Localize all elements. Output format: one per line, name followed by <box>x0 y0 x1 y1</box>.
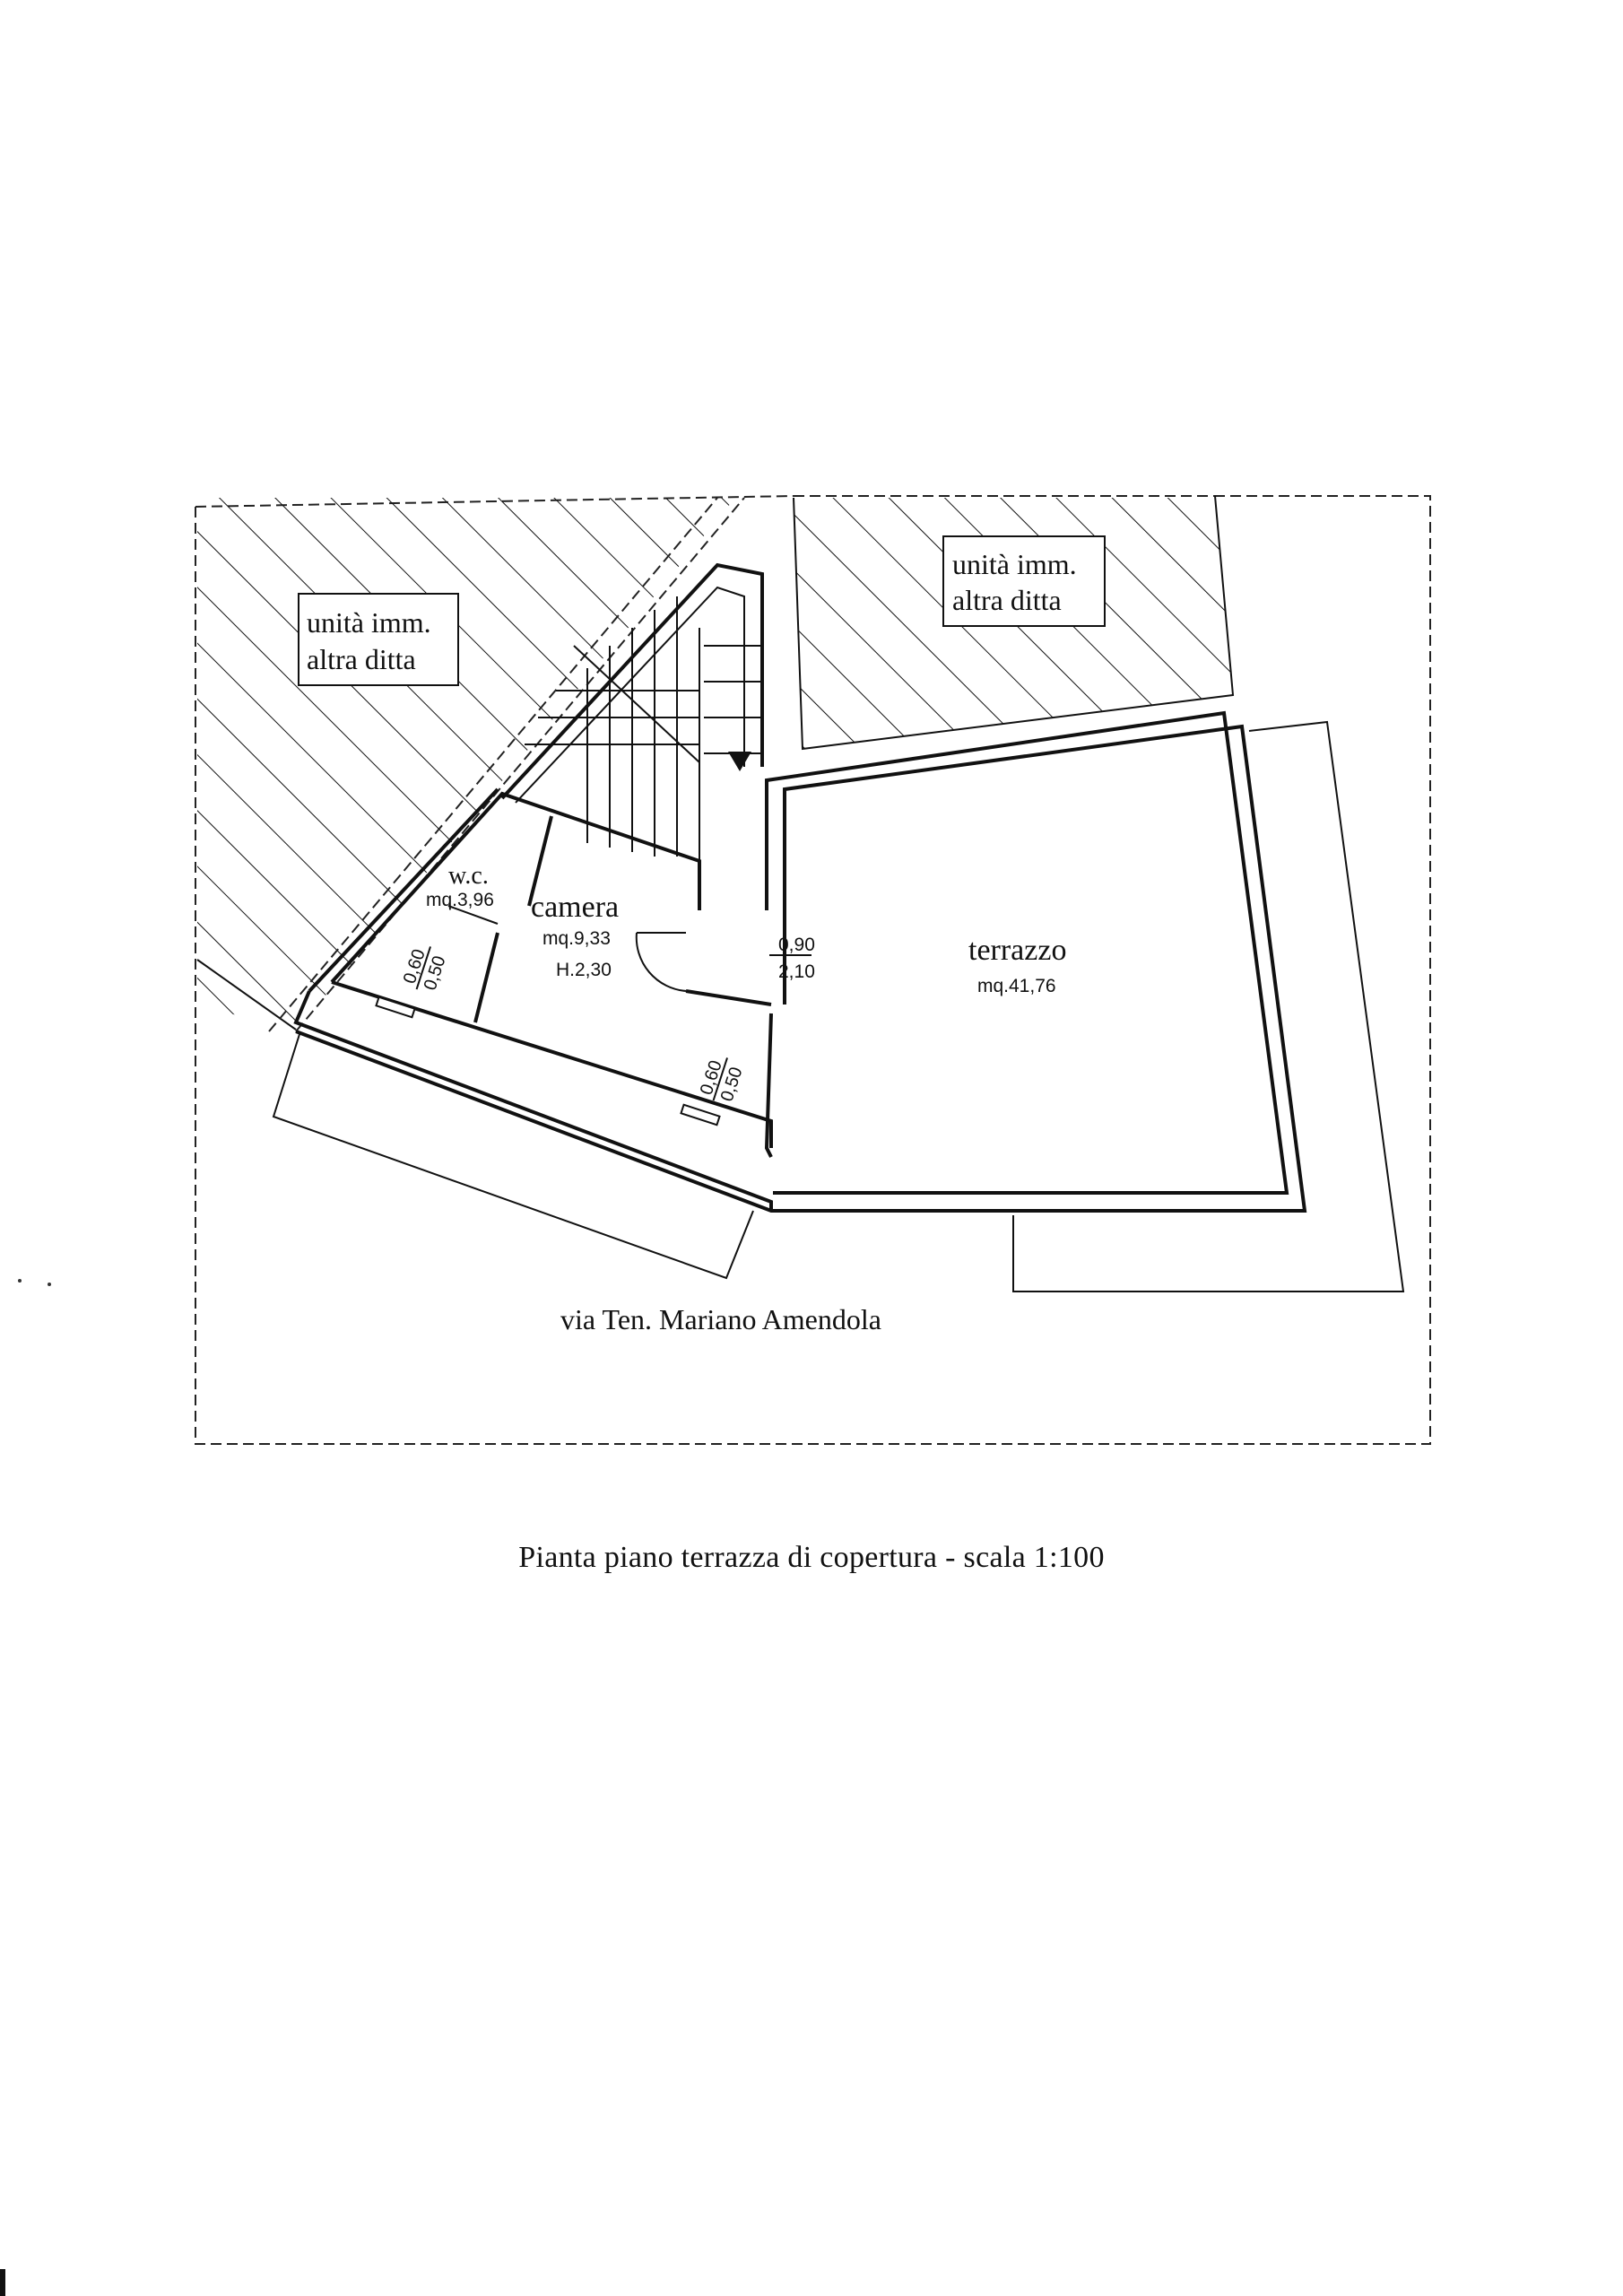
door-height: 2,10 <box>778 961 815 982</box>
window-left-width: 0,60 <box>399 946 430 987</box>
neighbor-label-left-line1: unità imm. <box>307 606 431 639</box>
window-left <box>376 997 414 1017</box>
plan-caption: Pianta piano terrazza di copertura - scala 1:100 <box>518 1541 1105 1574</box>
neighbor-label-right <box>943 536 1105 626</box>
camera-name: camera <box>531 891 620 924</box>
street-name: via Ten. Mariano Amendola <box>560 1303 881 1335</box>
window-right-height: 0,50 <box>716 1065 747 1104</box>
wc-area: mq.3,96 <box>426 890 494 910</box>
neighbor-label-left-line2: altra ditta <box>307 643 416 675</box>
wc-name: w.c. <box>448 862 489 890</box>
neighbor-label-right-line1: unità imm. <box>952 548 1077 580</box>
window-left-dims <box>399 941 452 996</box>
terrazzo-area: mq.41,76 <box>977 976 1056 996</box>
window-left-height: 0,50 <box>420 953 450 993</box>
door-width: 0,90 <box>778 935 815 955</box>
terrazzo-name: terrazzo <box>968 934 1067 967</box>
balcony-right <box>1013 722 1403 1292</box>
window-right <box>681 1105 719 1125</box>
neighbor-label-right-line2: altra ditta <box>952 584 1062 616</box>
camera-height: H.2,30 <box>556 960 612 980</box>
window-right-width: 0,60 <box>696 1057 726 1098</box>
balcony-left <box>273 1031 753 1278</box>
neighbor-area-left <box>188 493 744 1040</box>
neighbor-label-left <box>299 594 458 685</box>
camera-area: mq.9,33 <box>542 928 611 949</box>
